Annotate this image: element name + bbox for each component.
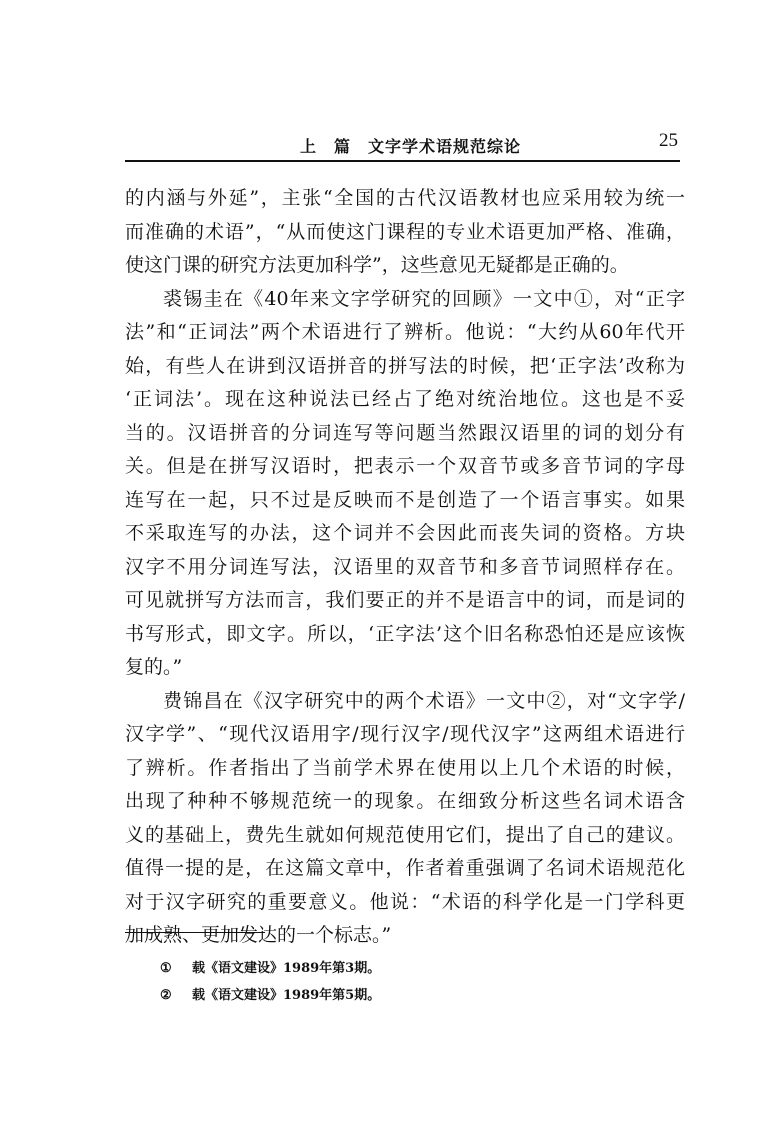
running-header <box>125 128 680 162</box>
text-line: 不采取连写的办法，这个词并不会因此而丧失词的资格。方块 <box>125 522 685 544</box>
text-line: 费锦昌在《汉字研究中的两个术语》一文中②，对“文字学/ <box>163 689 685 712</box>
text-line: 了辨析。作者指出了当前学术界在使用以上几个术语的时候， <box>125 756 685 779</box>
text-line: 法”和“正词法”两个术语进行了辨析。他说：“大约从60年代开 <box>125 321 685 343</box>
footnote-mark: ① <box>160 961 172 976</box>
text-line: 汉字不用分词连写法，汉语里的双音节和多音节词照样存在。 <box>125 555 685 578</box>
text-line: 裘锡圭在《40年来文字学研究的回顾》一文中①，对“正字 <box>163 287 685 310</box>
text-line: 值得一提的是，在这篇文章中，作者着重强调了名词术语规范化 <box>125 857 685 879</box>
paragraph <box>125 283 685 685</box>
page-number: 25 <box>659 130 678 151</box>
header-title: 上 篇 文字学术语规范综论 <box>300 137 522 156</box>
text-line: 当的。汉语拼音的分词连写等问题当然跟汉语里的词的划分有 <box>125 421 685 444</box>
text-line: 加成熟、更加发达的一个标志。” <box>125 924 392 946</box>
text-line: 可见就拼写方法而言，我们要正的并不是语言中的词，而是词的 <box>125 589 685 611</box>
text-line: 书写形式，即文字。所以，‘正字法’这个旧名称恐怕还是应该恢 <box>125 622 685 645</box>
text-line: 连写在一起，只不过是反映而不是创造了一个语言事实。如果 <box>125 488 685 511</box>
text-line: 的内涵与外延”，主张“全国的古代汉语教材也应采用较为统一 <box>125 187 685 209</box>
footnote <box>160 955 560 982</box>
text-line: 始，有些人在讲到汉语拼音的拼写法的时候，把‘正字法’改称为 <box>125 354 685 377</box>
footnote-mark: ② <box>160 988 172 1003</box>
text-line: 复的。” <box>125 656 183 678</box>
paragraph <box>125 182 685 283</box>
text-line: 出现了种种不够规范统一的现象。在细致分析这些名词术语含 <box>125 790 685 812</box>
text-line: 对于汉字研究的重要意义。他说：“术语的科学化是一门学科更 <box>125 890 685 913</box>
paragraph <box>125 685 685 953</box>
footnotes <box>160 955 560 1009</box>
text-line: 关。但是在拼写汉语时，把表示一个双音节或多音节词的字母 <box>125 455 685 477</box>
footnote <box>160 982 560 1009</box>
text-line: 而准确的术语”，“从而使这门课程的专业术语更加严格、准确， <box>125 220 685 243</box>
text-line: 使这门课的研究方法更加科学”，这些意见无疑都是正确的。 <box>125 254 629 276</box>
text-line: ‘正词法’。现在这种说法已经占了绝对统治地位。这也是不妥 <box>125 388 685 410</box>
footnote-text: 载《语文建设》1989年第5期。 <box>192 988 381 1003</box>
text-line: 义的基础上，费先生就如何规范使用它们，提出了自己的建议。 <box>125 823 685 846</box>
footnote-divider <box>125 932 265 933</box>
body-text <box>125 182 685 953</box>
footnote-text: 载《语文建设》1989年第3期。 <box>192 961 381 976</box>
text-line: 汉字学”、“现代汉语用字/现行汉字/现代汉字”这两组术语进行 <box>125 723 685 745</box>
